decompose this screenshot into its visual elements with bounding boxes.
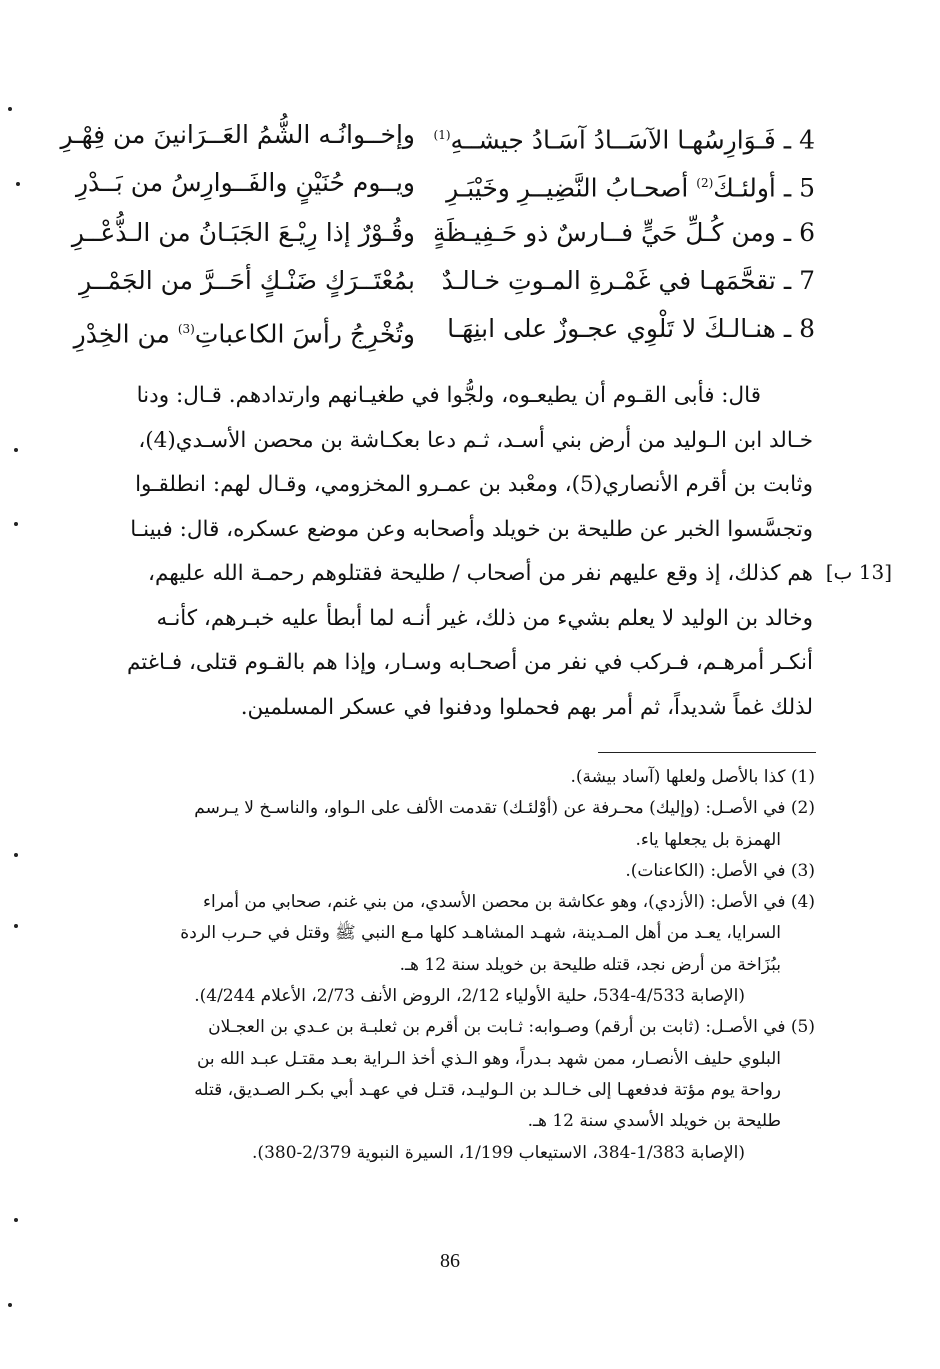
scan-speck [16,182,20,186]
footnotes [95,762,815,1169]
scan-speck [14,853,18,857]
prose-line: أنكـر أمرهـم، فـركب في نفر من أصحـابه وسـار، وإذا هم بالقـوم قتلى، فـاغتم [126,650,813,675]
footnote-line: (4) في الأصل: (الأزدي)، وهو عكاشة بن محصن الأسدي، من بني غنم، صحابي من أمراء [203,892,815,913]
verse-second-hemistich: وإخــوانُـه الشُّمُ العَــرَانينَ من فِهْـرِ [60,120,415,149]
prose-line: خـالد ابن الـوليد من أرض بني أسـد، ثـم دعا بعكـاشة بن محصن الأسـدي(4)، [138,427,813,453]
poem-verse-7 [79,258,815,304]
scan-speck [8,1303,12,1307]
footnote-line: رواحة يوم مؤتة فدفعهـا إلى خـالـد بن الـوليـد، قتـل في عهـد أبي بكـر الصـديق، قتله [194,1079,781,1100]
scan-speck [14,1218,18,1222]
verse-second-hemistich: وتُخْرِجُ رأسَ الكاعباتِ$^{(3)}$ من الخِدْرِ [73,319,415,349]
prose-paragraph [95,374,813,730]
footnote-line: (2) في الأصـل: (وإليك) محـرفة عن (أوْلئـك) تقدمت الألف على الـواو، والناسـخ لا يـرسم [194,798,815,819]
footnote-line: السرايا، يعـد من أهل المـدينة، شهـد المشاهـد كلها مـع النبي ﷺ وقتل في حـرب الردة [180,923,781,944]
verse-first-hemistich: 7 ـ تقحَّمَهـا في غَمْـرةِ المـوتِ خـالـدٌ [441,266,815,295]
prose-line: وثابت بن أقرم الأنصاري(5)، ومعْبد بن عمـرو المخزومي، وقـال لهم: انطلقـوا [135,472,813,497]
prose-line: قال: فأبى القـوم أن يطيعـوه، ولجُّوا في طغيـانهم وارتدادهم. قـال: ودنا [136,383,761,408]
footnote-reference-line: (الإصابة 4/533-534، حلية الأولياء 2/12، الروض الأنف 2/73، الأعلام 4/244). [194,986,745,1007]
verse-first-hemistich: 8 ـ هنـالـكَ لا تَلْوِي عجـوزٌ على ابنِهَـا [447,314,815,343]
verse-first-hemistich: 6 ـ ومن كُـلِّ حَيٍّ فــارسٌ ذو حَـفِيـظَةٍ [432,218,815,247]
verse-first-hemistich: 5 ـ أولئـكَ$^{(2)}$ أصحـابُ النَّضِيــرِ وخَيْبَـرِ [446,173,815,203]
footnote-line: (5) في الأصـل: (ثابت بن أرقم) وصـوابه: ثـابت بن أقرم بن ثعلبـة بن عـدي بن العجـلان [208,1017,815,1038]
footnote-line: البلوي حليف الأنصـار، ممن شهد بـدراً، وهو الـذي أخذ الـراية بعـد مقتـل عبـد الله بن [196,1048,781,1069]
verse-first-hemistich: 4 ـ فَـوَارِسُهـا الآسَــادُ آسَـادُ جيشــهِ$^{(1)}$ [433,125,815,155]
scan-speck [8,107,12,111]
poem-verse-8 [73,306,815,352]
footnote-separator [598,752,816,753]
poem-verse-6 [71,210,815,256]
manuscript-folio-reference: [13 ب] [825,560,892,584]
footnote-marker: (2) [696,176,714,190]
scan-speck [14,448,18,452]
scan-speck [14,924,18,928]
footnote-line: الهمزة بل يجعلها ياء. [635,829,781,850]
footnote-line: طليحة بن خويلد الأسدي سنة 12 هـ. [527,1111,781,1132]
footnote-marker: (3) [177,322,195,336]
footnote-line: ببُزَاخة من أرض نجد، قتله طليحة بن خويلد سنة 12 هـ. [399,954,781,975]
prose-line: وخالد بن الوليد لا يعلم بشيء من ذلك، غير أنـه لما أبطأ عليه خبـرهم، كأنـه [156,605,813,631]
scan-speck [14,522,18,526]
prose-line: هم كذلك، إذ وقع عليهم نفر من أصحاب / طليحة فقتلوهم رحمـة الله عليهم، [148,561,813,586]
prose-line: لذلك غماً شديداً، ثم أمر بهم فحملوا ودفنوا في عسكر المسلمين. [240,694,813,720]
footnote-reference-line: (الإصابة 1/383-384، الاستيعاب 1/199، السيرة النبوية 2/379-380). [252,1142,745,1163]
footnote-line: (1) كذا بالأصل ولعلها (آساد بيشة). [570,767,815,787]
prose-line: وتجسَّسوا الخبر عن طليحة بن خويلد وأصحابه وعن موضع عسكره، قال: فبينـا [130,516,813,542]
footnote-line: (3) في الأصل: (الكاعنات). [625,860,815,881]
page-number: 86 [440,1250,460,1272]
verse-second-hemistich: وقُـوْرٌ إذا رِيْـعَ الجَبَـانُ من الـذُّعْــرِ [71,218,415,247]
footnote-marker: (1) [433,128,451,142]
verse-second-hemistich: ويــوم حُنَيْنٍ والفَــوارِسُ من بَــدْرِ [75,168,415,197]
poem-verse-5 [75,160,815,206]
poem-verse-4 [60,112,815,158]
verse-second-hemistich: بمُعْتَــرَكٍ ضَنْـكٍ أحَــرَّ من الجَمْــرِ [79,266,415,295]
